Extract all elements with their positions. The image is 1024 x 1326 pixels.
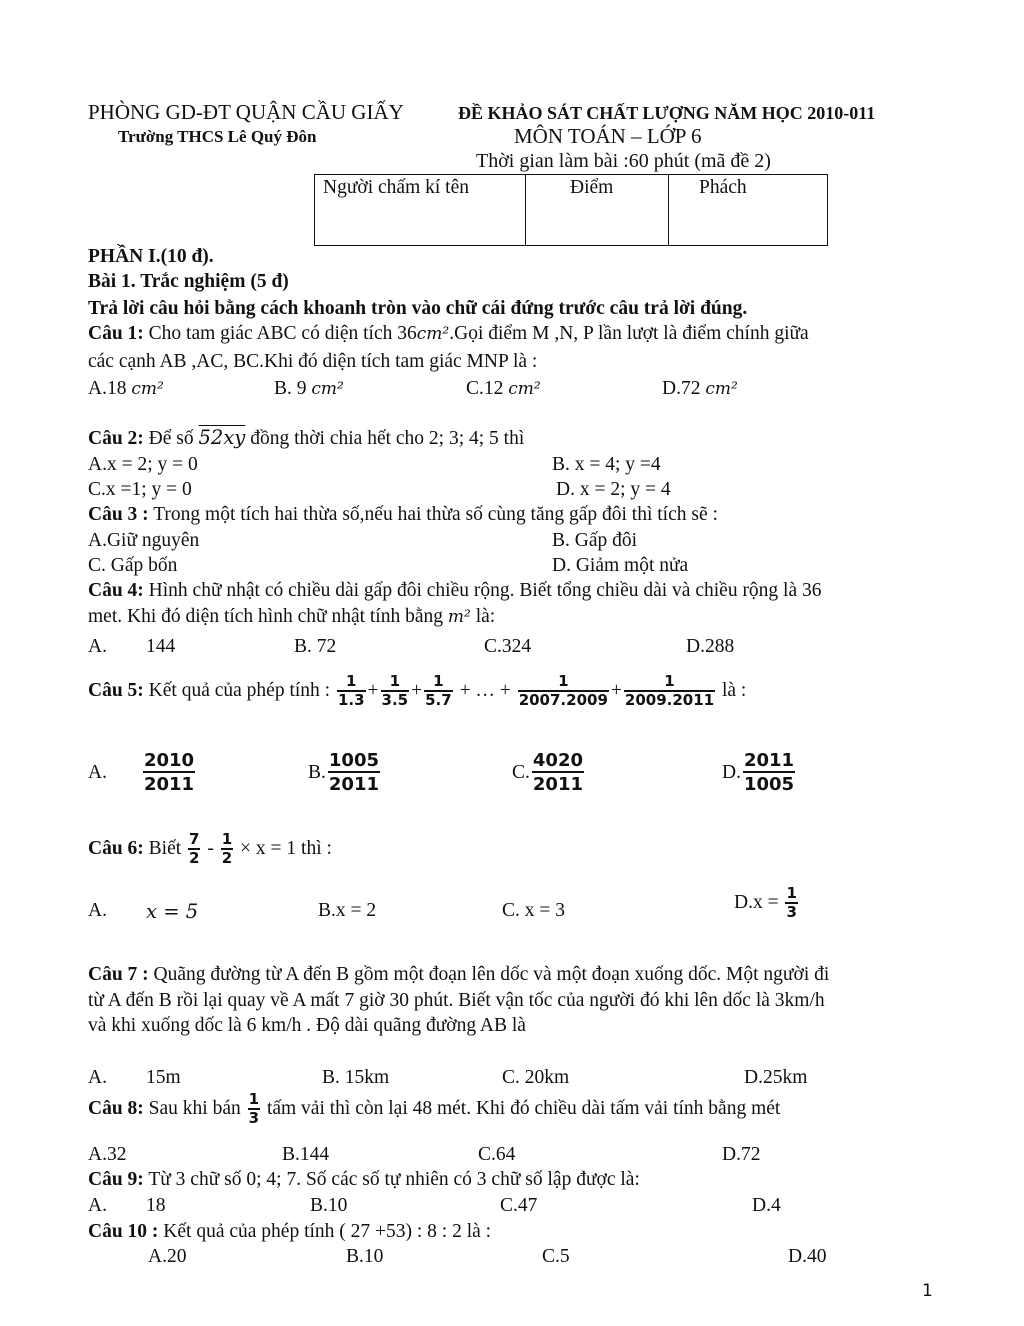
score-col-points: Điểm	[526, 175, 669, 246]
q4-line2	[88, 606, 495, 628]
q7-option-a[interactable]: 15m	[146, 1067, 181, 1088]
q4-option-a-letter[interactable]: A.	[88, 636, 107, 657]
q4-option-a[interactable]: 144	[146, 636, 176, 657]
q5-c-frac: $\frac{4020}{2011}$	[532, 750, 583, 795]
q5-c-letter: C.	[512, 762, 530, 784]
q6-post: × x = 1 thì :	[235, 838, 332, 860]
time-line: Thời gian làm bài :60 phút (mã đề 2)	[476, 150, 771, 172]
q6-frac-1: $\frac{7}{2}$	[189, 830, 200, 867]
q7-option-d[interactable]: D.25km	[744, 1067, 808, 1088]
q5-option-b[interactable]	[308, 752, 382, 795]
score-col-grader: Người chấm kí tên	[315, 175, 526, 246]
q2-post: đồng thời chia hết cho 2; 3; 4; 5 thì	[245, 428, 525, 449]
q5-term-1: $\frac{1}{1.3}$	[337, 672, 365, 709]
q6-option-b[interactable]: B.x = 2	[318, 900, 377, 921]
q6-option-a-letter[interactable]: A.	[88, 900, 107, 921]
question-1	[88, 323, 809, 345]
q5-term-2: $\frac{1}{3.5}$	[381, 672, 409, 709]
question-3	[88, 504, 718, 526]
q7-text1: Quãng đường từ A đến B gồm một đoạn lên dốc và một đoạn xuống dốc. Một người đi	[148, 964, 830, 985]
q6-label: Câu 6:	[88, 838, 144, 860]
q5-text: Kết quả của phép tính :	[143, 680, 335, 702]
question-7	[88, 964, 829, 986]
q3-text: Trong một tích hai thừa số,nếu hai thừa số cùng tăng gấp đôi thì tích sẽ :	[148, 504, 718, 525]
q7-option-c[interactable]: C. 20km	[502, 1067, 570, 1088]
q7-line3: và khi xuống dốc là 6 km/h . Độ dài quãng đường AB là	[88, 1015, 526, 1036]
q5-d-frac: $\frac{2011}{1005}$	[743, 750, 795, 795]
q4-option-b[interactable]: B. 72	[294, 636, 337, 657]
q2-option-b[interactable]: B. x = 4; y =4	[552, 454, 661, 475]
q4-label: Câu 4:	[88, 580, 144, 601]
q10-text: Kết quả của phép tính ( 27 +53) : 8 : 2 là :	[158, 1221, 492, 1242]
q8-pre: Sau khi bán	[143, 1098, 246, 1120]
q8-option-d[interactable]: D.72	[722, 1144, 761, 1165]
q9-label: Câu 9:	[88, 1169, 144, 1190]
q2-option-d[interactable]: D. x = 2; y = 4	[556, 479, 671, 500]
question-2	[88, 426, 524, 450]
q4-text3: là:	[470, 606, 496, 627]
q6-d-text: D.x =	[734, 892, 784, 914]
q6-frac-2: $\frac{1}{2}$	[221, 830, 233, 867]
question-8	[88, 1092, 780, 1127]
q8-frac: $\frac{1}{3}$	[248, 1090, 260, 1127]
q5-d-letter: D.	[722, 762, 741, 784]
q4-unit: m²	[447, 607, 471, 627]
q8-option-c[interactable]: C.64	[478, 1144, 516, 1165]
q5-tail: là :	[717, 680, 747, 702]
q2-number: 52xy	[198, 426, 246, 449]
q5-option-a[interactable]	[88, 752, 197, 795]
q5-option-d[interactable]	[722, 752, 797, 795]
q5-term-4: $\frac{1}{2007.2009}$	[518, 672, 608, 709]
q6-minus: -	[202, 838, 219, 860]
q6-option-d[interactable]	[734, 886, 800, 921]
q1-text1: Cho tam giác ABC có diện tích 36	[143, 323, 417, 344]
q7-option-b[interactable]: B. 15km	[322, 1067, 390, 1088]
section-heading: PHẦN I.(10 đ).	[88, 246, 214, 267]
q3-option-c[interactable]: C. Gấp bốn	[88, 555, 178, 576]
score-table	[314, 174, 828, 246]
q5-a-letter: A.	[88, 762, 107, 784]
exam-title: ĐỀ KHẢO SÁT CHẤT LƯỢNG NĂM HỌC 2010-011	[458, 103, 876, 123]
q4-text2: met. Khi đó diện tích hình chữ nhật tính bằng	[88, 606, 448, 627]
q8-post: tấm vải thì còn lại 48 mét. Khi đó chiều dài tấm vải tính bằng mét	[262, 1098, 781, 1120]
school-name: Trường THCS Lê Quý Đôn	[118, 127, 317, 146]
q1-c-value: C.12	[466, 378, 509, 399]
q1-unit: cm²	[416, 324, 450, 344]
q9-option-a-letter[interactable]: A.	[88, 1195, 107, 1216]
q9-text: Từ 3 chữ số 0; 4; 7. Số các số tự nhiên có 3 chữ số lập được là:	[143, 1169, 640, 1190]
q10-option-a[interactable]: A.20	[148, 1246, 187, 1267]
q8-option-b[interactable]: B.144	[282, 1144, 330, 1165]
q6-option-c[interactable]: C. x = 3	[502, 900, 566, 921]
q7-line2: từ A đến B rồi lại quay về A mất 7 giờ 30 phút. Biết vận tốc của người đó khi lên dốc là 3km/h	[88, 990, 825, 1011]
q3-option-b[interactable]: B. Gấp đôi	[552, 530, 638, 551]
question-4	[88, 580, 822, 602]
q3-option-d[interactable]: D. Giảm một nửa	[552, 555, 689, 576]
q1-d-value: D.72	[662, 378, 706, 399]
q6-option-a[interactable]: x = 5	[146, 900, 199, 923]
q7-option-a-letter[interactable]: A.	[88, 1067, 107, 1088]
q2-pre: Để số	[143, 428, 199, 449]
q1-label: Câu 1:	[88, 323, 144, 344]
q8-label: Câu 8:	[88, 1098, 144, 1120]
question-9	[88, 1169, 640, 1191]
bai1-heading: Bài 1. Trắc nghiệm (5 đ)	[88, 271, 289, 292]
q6-d-frac: $\frac{1}{3}$	[786, 884, 797, 921]
page-number: 1	[922, 1281, 933, 1301]
q1-line2: các cạnh AB ,AC, BC.Khi đó diện tích tam giác MNP là :	[88, 351, 538, 372]
q1-b-unit: cm²	[311, 379, 344, 399]
q1-d-unit: cm²	[705, 379, 738, 399]
q9-option-b[interactable]: B.10	[310, 1195, 348, 1216]
q3-label: Câu 3 :	[88, 504, 149, 525]
q5-b-frac: $\frac{1005}{2011}$	[328, 750, 379, 795]
q5-term-3: $\frac{1}{5.7}$	[425, 672, 452, 709]
question-5: Câu 5: Kết quả của phép tính : $\frac{1}{1.3}$ + $\frac{1}{3.5}$ + $\frac{1}{5.7}$ + … + $\frac{1}{2007.2009}$ + $\frac{1}{2009.2011}$ là :	[88, 672, 747, 709]
q2-option-c[interactable]: C.x =1; y = 0	[88, 479, 192, 500]
question-6	[88, 832, 332, 867]
score-col-code: Phách	[669, 175, 828, 246]
q9-option-d[interactable]: D.4	[752, 1195, 781, 1216]
q9-option-a[interactable]: 18	[146, 1195, 166, 1216]
q2-label: Câu 2:	[88, 428, 144, 449]
q4-option-d[interactable]: D.288	[686, 636, 735, 657]
q4-text1: Hình chữ nhật có chiều dài gấp đôi chiều rộng. Biết tổng chiều dài và chiều rộng là 36	[143, 580, 822, 601]
q5-term-5: $\frac{1}{2009.2011}$	[624, 672, 715, 709]
q5-option-c[interactable]	[512, 752, 586, 795]
q3-option-a[interactable]: A.Giữ nguyên	[88, 530, 200, 551]
q1-option-a[interactable]	[88, 378, 164, 400]
q1-text2: .Gọi điểm M ,N, P lần lượt là điểm chính giữa	[449, 323, 809, 344]
q5-dots: + … +	[454, 680, 516, 702]
q1-a-unit: cm²	[131, 379, 164, 399]
q1-b-value: B. 9	[274, 378, 312, 399]
q1-option-c[interactable]	[466, 378, 541, 400]
q5-a-frac: $\frac{2010}{2011}$	[143, 750, 195, 795]
q10-option-b[interactable]: B.10	[346, 1246, 384, 1267]
q5-label: Câu 5:	[88, 680, 144, 702]
department-heading: PHÒNG GD-ĐT QUẬN CẦU GIẤY	[88, 100, 404, 124]
q5-b-letter: B.	[308, 762, 326, 784]
q8-option-a[interactable]: A.32	[88, 1144, 127, 1165]
q7-label: Câu 7 :	[88, 964, 149, 985]
q10-option-d[interactable]: D.40	[788, 1246, 827, 1267]
question-10	[88, 1221, 491, 1243]
q4-option-c[interactable]: C.324	[484, 636, 532, 657]
q1-option-d[interactable]	[662, 378, 738, 400]
subject-line: MÔN TOÁN – LỚP 6	[514, 124, 702, 148]
q2-option-a[interactable]: A.x = 2; y = 0	[88, 454, 198, 475]
q6-pre: Biết	[143, 838, 187, 860]
instruction-text: Trả lời câu hỏi bằng cách khoanh tròn vào chữ cái đứng trước câu trả lời đúng.	[88, 298, 748, 319]
q1-c-unit: cm²	[508, 379, 541, 399]
q9-option-c[interactable]: C.47	[500, 1195, 538, 1216]
q10-label: Câu 10 :	[88, 1221, 159, 1242]
q1-option-b[interactable]	[274, 378, 344, 400]
q1-a-value: A.18	[88, 378, 132, 399]
q10-option-c[interactable]: C.5	[542, 1246, 570, 1267]
